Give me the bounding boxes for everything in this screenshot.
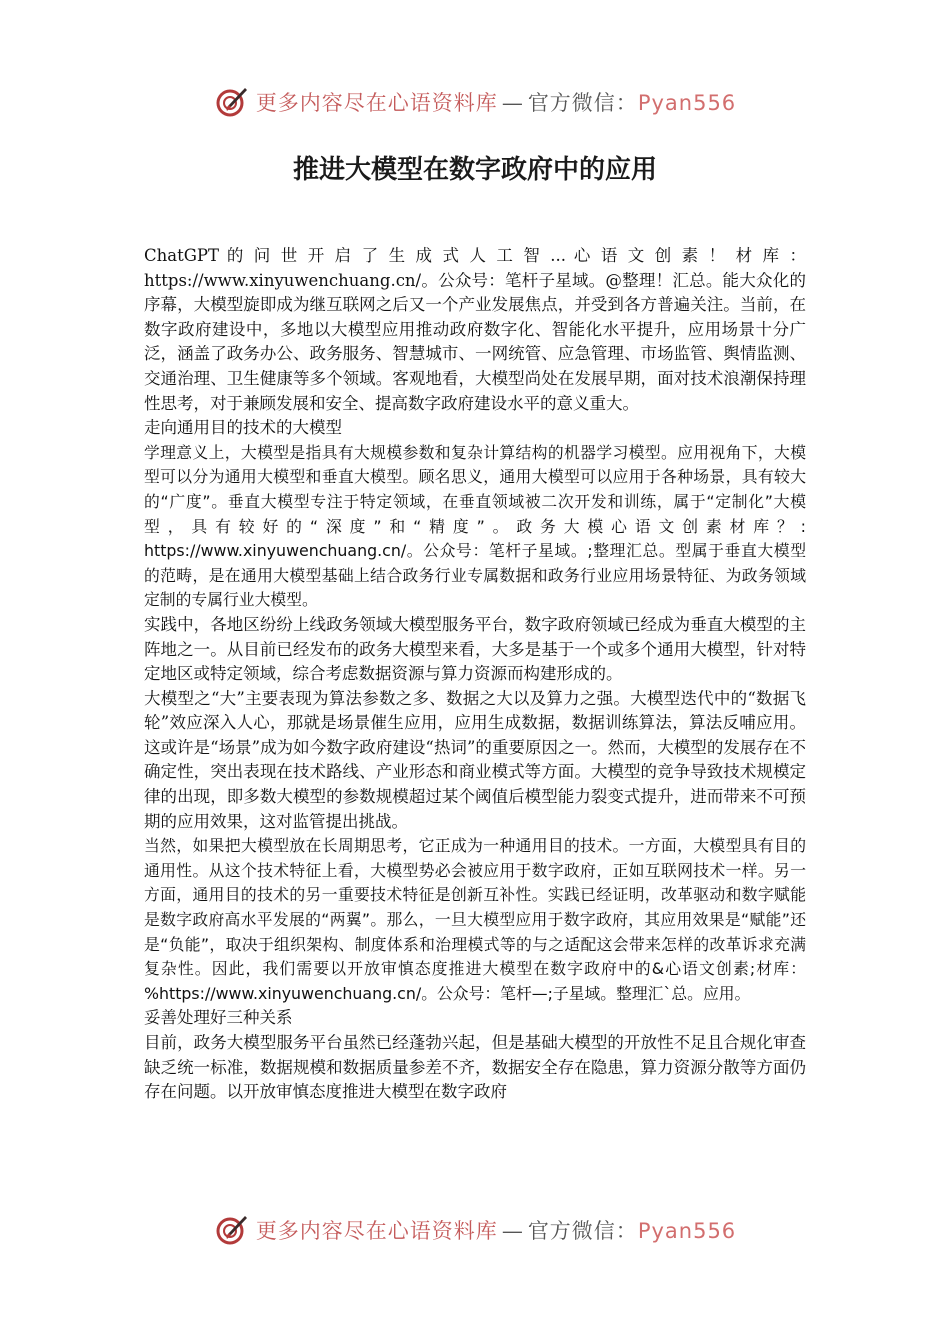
paragraph: 当然，如果把大模型放在长周期思考，它正成为一种通用目的技术。一方面，大模型具有目的通用性。从这个技术特征上看，大模型势必会被应用于数字政府，正如互联网技术一样。另一方面，通用目的技术的另一重要技术特征是创新互补性。实践已经证明，改革驱动和数字赋能是数字政府高水平发展的“两翼”。那么，一旦大模型应用于数字政府，其应用效果是“赋能”还是“负能”，取决于组织架构、制度体系和治理模式等的与之适配这会带来怎样的改革诉求充满复杂性。因此，我们需要以开放审慎态度推进大模型在数字政府中的&心语文创素;材库：%https://www.xinyuwenchuang.cn/。公众号：笔杆—;子星域。整理汇`总。应用。 bbox=[144, 836, 806, 1003]
header-banner bbox=[0, 79, 950, 125]
paragraph: 实践中，各地区纷纷上线政务领域大模型服务平台，数字政府领域已经成为垂直大模型的主阵地之一。从目前已经发布的政务大模型来看，大多是基于一个或多个通用大模型，针对特定地区或特定领域，综合考虑数据资源与算力资源而构建形成的。 bbox=[144, 614, 806, 684]
banner-separator: — bbox=[501, 91, 524, 115]
banner-contact-label: 官方微信： bbox=[527, 91, 638, 115]
banner-wechat-id: Pyan556 bbox=[637, 91, 737, 115]
paragraph: 学理意义上，大模型是指具有大规模参数和复杂计算结构的机器学习模型。应用视角下，大模型可以分为通用大模型和垂直大模型。顾名思义，通用大模型可以应用于各种场景，具有较大的“广度”。垂直大模型专注于特定领域，在垂直领域被二次开发和训练，属于“定制化”大模型，具有较好的“深度”和“精度”。政务大模心语文创素材库？: https://www.xinyuwenchuang.cn/。公众号：笔杆子星域。;整理汇总。型属于垂直大模型的范畴，是在通用大模型基础上结合政务行业专属数据和政务行业应用场景特征、为政务领域定制的专属行业大模型。 bbox=[144, 442, 806, 610]
brush-pen-logo-icon bbox=[214, 84, 250, 120]
brush-pen-logo-icon bbox=[214, 1212, 250, 1248]
section-heading: 妥善处理好三种关系 bbox=[144, 1008, 293, 1028]
paragraph: ChatGPT 的 问 世 开 启 了 生 成 式 人 工 智 ... 心 语 文 创 素 ！ 材 库 ： https://www.xinyuwenchuang.cn/。公众号：笔杆子星域。@整理！汇总。能大众化的序幕，大模型旋即成为继互联网之后又一个产业发展焦点，并受到各方普遍关注。当前，在数字政府建设中，多地以大模型应用推动政府数字化、智能化水平提升，应用场景十分广泛，涵盖了政务办公、政务服务、智慧城市、一网统管、应急管理、市场监管、舆情监测、交通治理、卫生健康等多个领域。客观地看，大模型尚处在发展早期，面对技术浪潮保持理性思考，对于兼顾发展和安全、提高数字政府建设水平的意义重大。 bbox=[144, 246, 806, 413]
document-title: 推进大模型在数字政府中的应用 bbox=[292, 155, 657, 185]
banner-text bbox=[256, 87, 736, 117]
paragraph: 大模型之“大”主要表现为算法参数之多、数据之大以及算力之强。大模型迭代中的“数据飞轮”效应深入人心，那就是场景催生应用，应用生成数据，数据训练算法，算法反哺应用。这或许是“场景”成为如今数字政府建设“热词”的重要原因之一。然而，大模型的发展存在不确定性，突出表现在技术路线、产业形态和商业模式等方面。大模型的竞争导致技术规模定律的出现，即多数大模型的参数规模超过某个阈值后模型能力裂变式提升，进而带来不可预期的应用效果，这对监管提出挑战。 bbox=[144, 688, 806, 831]
banner-text bbox=[256, 1215, 736, 1245]
banner-separator: — bbox=[501, 1219, 524, 1243]
banner-wechat-id: Pyan556 bbox=[637, 1219, 737, 1243]
paragraph: 目前，政务大模型服务平台虽然已经蓬勃兴起，但是基础大模型的开放性不足且合规化审查缺乏统一标准，数据规模和数据质量参差不齐，数据安全存在隐患，算力资源分散等方面仍存在问题。以开放审慎态度推进大模型在数字政府 bbox=[144, 1033, 806, 1102]
section-heading: 走向通用目的技术的大模型 bbox=[144, 418, 342, 438]
document-body bbox=[144, 244, 806, 1105]
footer-banner bbox=[0, 1207, 950, 1253]
banner-main-text: 更多内容尽在心语资料库 bbox=[255, 1219, 498, 1243]
banner-contact-label: 官方微信： bbox=[527, 1219, 638, 1243]
banner-main-text: 更多内容尽在心语资料库 bbox=[255, 91, 498, 115]
